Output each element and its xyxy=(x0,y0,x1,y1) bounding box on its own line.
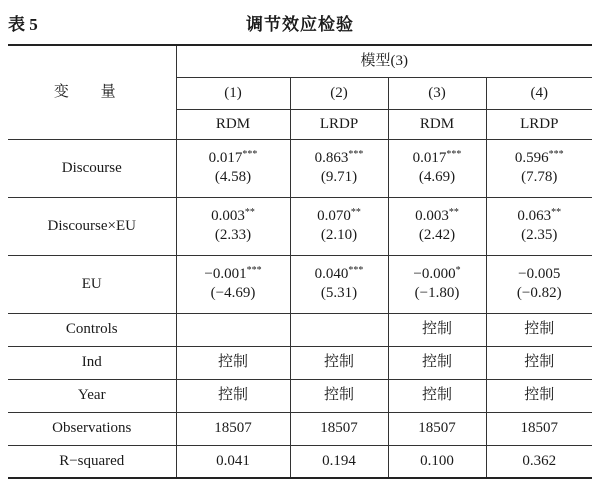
dependent-variable: LRDP xyxy=(486,109,592,139)
coefficient xyxy=(487,149,593,168)
t-statistic: (2.42) xyxy=(418,227,456,243)
row-label: Discourse xyxy=(8,139,176,197)
model-group-header: 模型(3) xyxy=(176,45,592,77)
row-label: Discourse×EU xyxy=(8,197,176,255)
table-row xyxy=(8,255,592,313)
coefficient xyxy=(487,207,593,226)
coefficient-cell xyxy=(486,197,592,255)
row-label: Observations xyxy=(8,412,176,445)
coefficient xyxy=(389,207,486,226)
value-cell: 18507 xyxy=(486,412,592,445)
value-cell: 控制 xyxy=(290,379,388,412)
value-cell: 18507 xyxy=(176,412,290,445)
significance-stars: *** xyxy=(348,149,364,161)
coefficient xyxy=(177,265,290,284)
row-label: EU xyxy=(8,255,176,313)
t-statistic: (−1.80) xyxy=(414,285,460,301)
table-row xyxy=(8,197,592,255)
significance-stars: *** xyxy=(348,265,364,277)
table-row xyxy=(8,346,592,379)
coefficient-value: 0.063 xyxy=(517,208,552,225)
t-statistic: (2.35) xyxy=(521,227,558,243)
header-row-model xyxy=(8,45,592,77)
coefficient-value: 0.596 xyxy=(514,150,549,167)
coefficient-value: 0.003 xyxy=(211,208,245,225)
value-cell: 控制 xyxy=(388,313,486,346)
value-cell: 控制 xyxy=(486,346,592,379)
coefficient-value: 0.070 xyxy=(317,208,351,225)
coefficient-cell xyxy=(388,139,486,197)
coefficient xyxy=(177,207,290,226)
coefficient-cell xyxy=(176,197,290,255)
column-number: (4) xyxy=(486,77,592,109)
value-cell xyxy=(290,313,388,346)
significance-stars: *** xyxy=(548,149,564,161)
coefficient-value: 0.003 xyxy=(415,208,449,225)
table-row xyxy=(8,379,592,412)
coefficient-cell xyxy=(176,255,290,313)
table-title: 调节效应检验 xyxy=(246,15,354,34)
coefficient xyxy=(291,207,388,226)
t-statistic: (−4.69) xyxy=(210,285,256,301)
dependent-variable: LRDP xyxy=(290,109,388,139)
value-cell: 0.194 xyxy=(290,445,388,478)
coefficient-cell xyxy=(290,255,388,313)
coefficient xyxy=(291,265,388,284)
row-label: Controls xyxy=(8,313,176,346)
significance-stars: *** xyxy=(446,149,462,161)
row-label: Ind xyxy=(8,346,176,379)
coefficient-value: −0.000 xyxy=(413,266,456,283)
value-cell: 0.362 xyxy=(486,445,592,478)
column-number: (3) xyxy=(388,77,486,109)
t-statistic: (9.71) xyxy=(320,169,358,185)
significance-stars: * xyxy=(455,265,461,277)
table-row xyxy=(8,412,592,445)
value-cell xyxy=(176,313,290,346)
coefficient-value: 0.040 xyxy=(314,266,349,283)
value-cell: 控制 xyxy=(486,379,592,412)
column-number: (1) xyxy=(176,77,290,109)
table-row xyxy=(8,313,592,346)
t-statistic: (4.58) xyxy=(214,169,252,185)
value-cell: 控制 xyxy=(290,346,388,379)
value-cell: 控制 xyxy=(486,313,592,346)
coefficient xyxy=(291,149,388,168)
value-cell: 控制 xyxy=(388,379,486,412)
significance-stars: ** xyxy=(244,207,255,219)
coefficient-cell xyxy=(388,197,486,255)
significance-stars: ** xyxy=(448,207,459,219)
coefficient-cell xyxy=(176,139,290,197)
t-statistic: (2.10) xyxy=(320,227,358,243)
value-cell: 控制 xyxy=(176,346,290,379)
variable-header: 变 量 xyxy=(8,45,176,139)
coefficient-cell xyxy=(388,255,486,313)
t-statistic: (4.69) xyxy=(418,169,456,185)
significance-stars: ** xyxy=(350,207,361,219)
row-label: Year xyxy=(8,379,176,412)
t-statistic: (7.78) xyxy=(521,169,558,185)
significance-stars: ** xyxy=(551,207,562,219)
dependent-variable: RDM xyxy=(388,109,486,139)
coefficient-cell xyxy=(290,197,388,255)
t-statistic: (5.31) xyxy=(320,285,358,301)
t-statistic: (−0.82) xyxy=(516,285,562,301)
coefficient xyxy=(389,149,486,168)
value-cell: 控制 xyxy=(388,346,486,379)
table-row xyxy=(8,445,592,478)
coefficient-value: −0.001 xyxy=(204,266,247,283)
table-label: 表 5 xyxy=(8,15,38,34)
coefficient-cell xyxy=(290,139,388,197)
value-cell: 控制 xyxy=(176,379,290,412)
coefficient xyxy=(389,265,486,284)
coefficient-cell xyxy=(486,255,592,313)
significance-stars: *** xyxy=(246,265,262,277)
coefficient-value: 0.017 xyxy=(208,150,243,167)
column-number: (2) xyxy=(290,77,388,109)
value-cell: 18507 xyxy=(290,412,388,445)
value-cell: 18507 xyxy=(388,412,486,445)
coefficient-cell xyxy=(486,139,592,197)
coefficient xyxy=(177,149,290,168)
value-cell: 0.041 xyxy=(176,445,290,478)
regression-table xyxy=(8,44,592,479)
row-label: R−squared xyxy=(8,445,176,478)
coefficient xyxy=(487,265,593,284)
coefficient-value: 0.863 xyxy=(314,150,349,167)
coefficient-value: 0.017 xyxy=(412,150,447,167)
dependent-variable: RDM xyxy=(176,109,290,139)
value-cell: 0.100 xyxy=(388,445,486,478)
significance-stars: *** xyxy=(242,149,258,161)
t-statistic: (2.33) xyxy=(214,227,252,243)
coefficient-value: −0.005 xyxy=(518,266,561,283)
table-row xyxy=(8,139,592,197)
